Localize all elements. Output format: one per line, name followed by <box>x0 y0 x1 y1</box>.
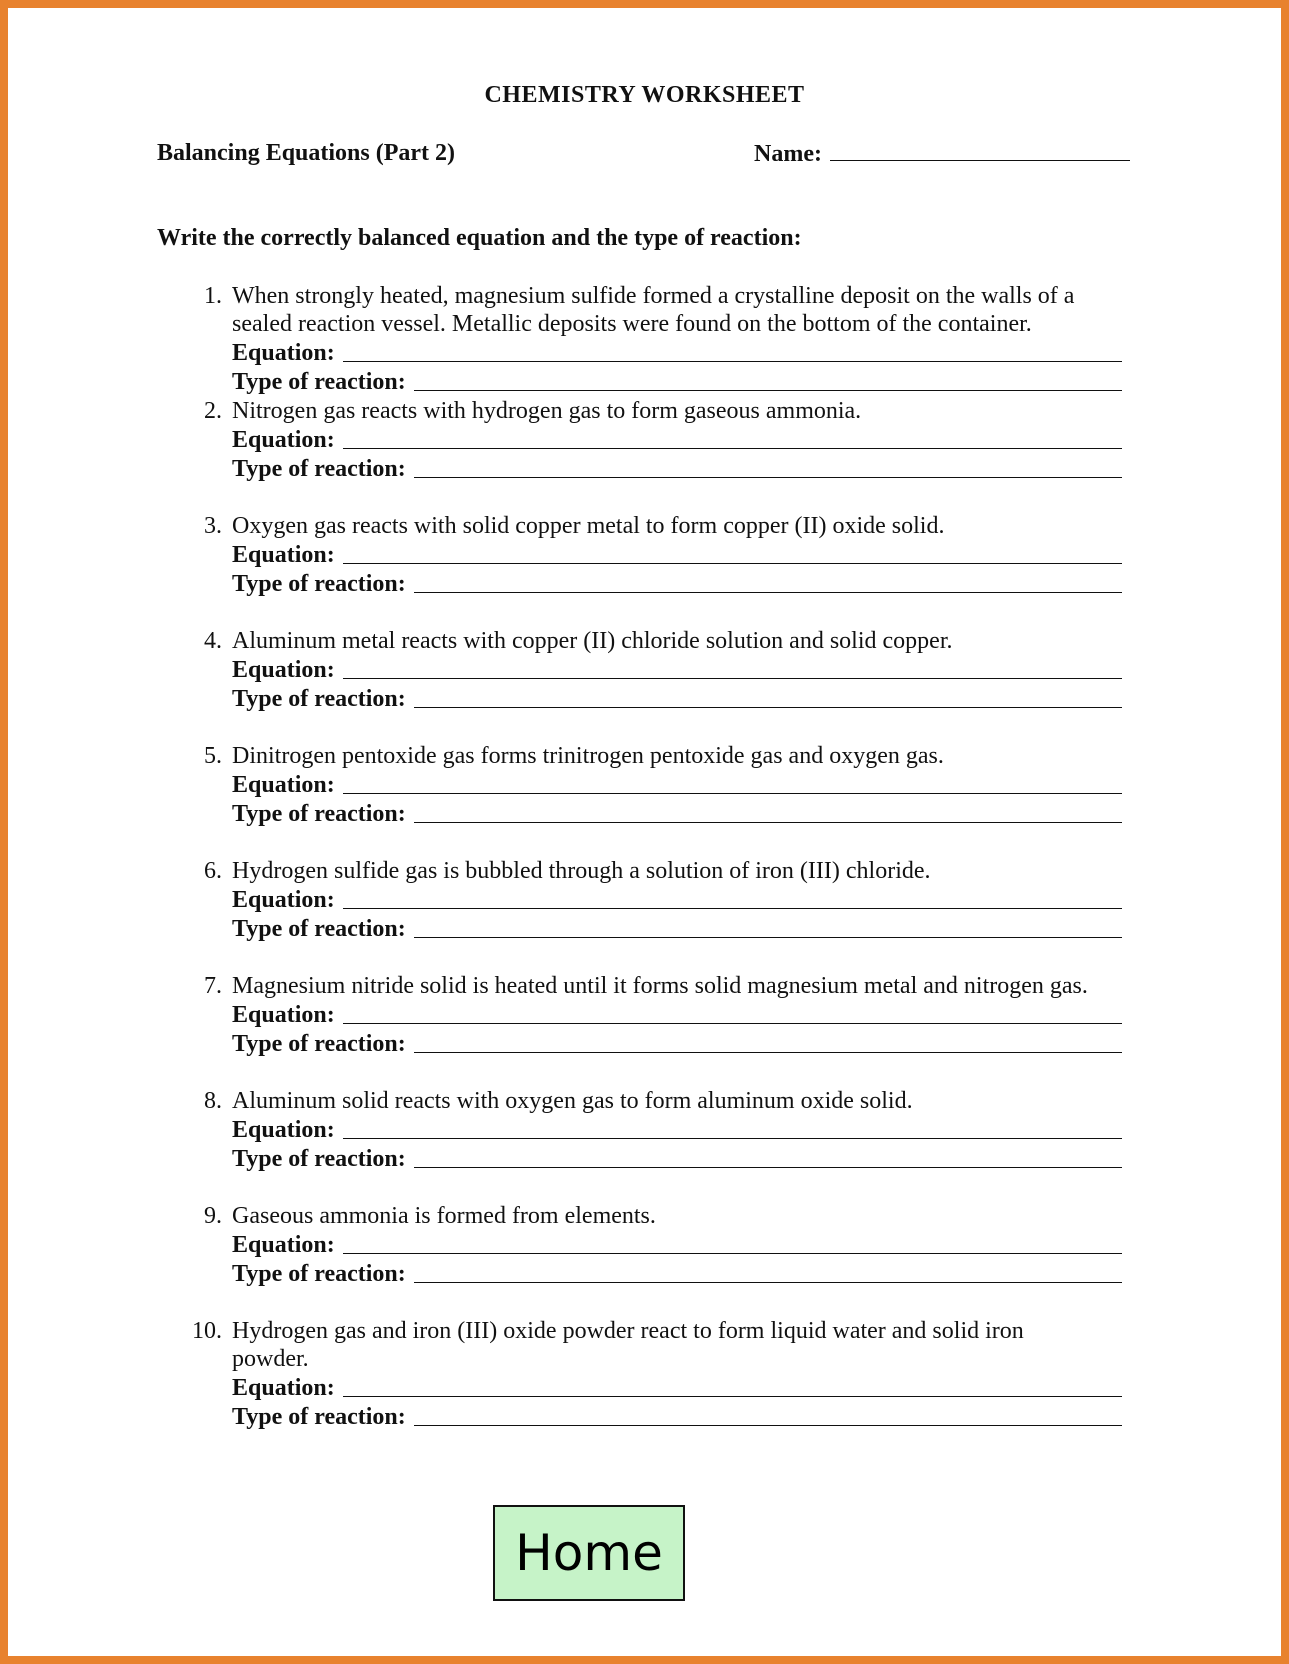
equation-row <box>232 1230 1122 1259</box>
equation-label: Equation: <box>232 427 335 453</box>
question-text: sealed reaction vessel. Metallic deposits were found on the bottom of the container. <box>232 311 1032 337</box>
question-body <box>232 972 1122 1058</box>
question-body <box>232 1202 1122 1288</box>
type-of-reaction-row <box>232 1402 1122 1431</box>
equation-label: Equation: <box>232 657 335 683</box>
equation-row <box>232 1115 1122 1144</box>
equation-answer-line[interactable] <box>343 447 1122 449</box>
equation-answer-line[interactable] <box>343 1022 1122 1024</box>
question-text: powder. <box>232 1346 309 1372</box>
type-of-reaction-row <box>232 914 1122 943</box>
question-text: Hydrogen gas and iron (III) oxide powder react to form liquid water and solid iron <box>232 1318 1024 1344</box>
name-blank-line[interactable] <box>830 140 1130 161</box>
question-number: 1. <box>204 283 222 309</box>
equation-row <box>232 1000 1122 1029</box>
type-of-reaction-row <box>232 454 1122 483</box>
equation-row <box>232 540 1122 569</box>
type-of-reaction-answer-line[interactable] <box>414 706 1122 708</box>
equation-answer-line[interactable] <box>343 1252 1122 1254</box>
question-body <box>232 397 1122 483</box>
equation-answer-line[interactable] <box>343 562 1122 564</box>
equation-row <box>232 885 1122 914</box>
equation-row <box>232 425 1122 454</box>
question-body <box>232 857 1122 943</box>
question-number: 4. <box>204 628 222 654</box>
equation-label: Equation: <box>232 340 335 366</box>
equation-answer-line[interactable] <box>343 360 1122 362</box>
question-body <box>232 742 1122 828</box>
equation-label: Equation: <box>232 887 335 913</box>
question-number: 5. <box>204 743 222 769</box>
equation-answer-line[interactable] <box>343 792 1122 794</box>
type-of-reaction-label: Type of reaction: <box>232 1146 406 1172</box>
question-text: Dinitrogen pentoxide gas forms trinitrogen pentoxide gas and oxygen gas. <box>232 743 944 769</box>
type-of-reaction-answer-line[interactable] <box>414 821 1122 823</box>
type-of-reaction-answer-line[interactable] <box>414 591 1122 593</box>
name-label: Name: <box>754 141 822 167</box>
equation-answer-line[interactable] <box>343 1395 1122 1397</box>
question-text: Aluminum metal reacts with copper (II) chloride solution and solid copper. <box>232 628 953 654</box>
equation-label: Equation: <box>232 1117 335 1143</box>
type-of-reaction-label: Type of reaction: <box>232 686 406 712</box>
type-of-reaction-row <box>232 1259 1122 1288</box>
equation-label: Equation: <box>232 772 335 798</box>
equation-row <box>232 655 1122 684</box>
type-of-reaction-label: Type of reaction: <box>232 1261 406 1287</box>
question-text: Oxygen gas reacts with solid copper metal to form copper (II) oxide solid. <box>232 513 945 539</box>
type-of-reaction-answer-line[interactable] <box>414 1281 1122 1283</box>
type-of-reaction-label: Type of reaction: <box>232 456 406 482</box>
equation-answer-line[interactable] <box>343 1137 1122 1139</box>
type-of-reaction-label: Type of reaction: <box>232 1031 406 1057</box>
question-number: 2. <box>204 398 222 424</box>
question-text: Nitrogen gas reacts with hydrogen gas to form gaseous ammonia. <box>232 398 862 424</box>
question-number: 6. <box>204 858 222 884</box>
type-of-reaction-label: Type of reaction: <box>232 369 406 395</box>
question-text: Magnesium nitride solid is heated until it forms solid magnesium metal and nitrogen gas. <box>232 973 1088 999</box>
question-number: 10. <box>192 1318 222 1344</box>
equation-answer-line[interactable] <box>343 677 1122 679</box>
type-of-reaction-label: Type of reaction: <box>232 571 406 597</box>
type-of-reaction-answer-line[interactable] <box>414 936 1122 938</box>
name-field <box>754 140 1130 168</box>
question-number: 8. <box>204 1088 222 1114</box>
type-of-reaction-row <box>232 569 1122 598</box>
type-of-reaction-answer-line[interactable] <box>414 1166 1122 1168</box>
question-number: 9. <box>204 1203 222 1229</box>
type-of-reaction-row <box>232 1144 1122 1173</box>
question-body <box>232 1087 1122 1173</box>
type-of-reaction-answer-line[interactable] <box>414 389 1122 391</box>
equation-row <box>232 1373 1122 1402</box>
type-of-reaction-answer-line[interactable] <box>414 476 1122 478</box>
question-number: 3. <box>204 513 222 539</box>
question-text: Aluminum solid reacts with oxygen gas to form aluminum oxide solid. <box>232 1088 913 1114</box>
worksheet-subtitle: Balancing Equations (Part 2) <box>157 140 456 166</box>
equation-row <box>232 338 1122 367</box>
equation-row <box>232 770 1122 799</box>
question-body <box>232 512 1122 598</box>
type-of-reaction-row <box>232 799 1122 828</box>
equation-label: Equation: <box>232 1232 335 1258</box>
question-body <box>232 282 1122 396</box>
type-of-reaction-label: Type of reaction: <box>232 801 406 827</box>
question-body <box>232 1317 1122 1431</box>
question-body <box>232 627 1122 713</box>
equation-label: Equation: <box>232 1375 335 1401</box>
home-button[interactable]: Home <box>493 1505 685 1601</box>
equation-label: Equation: <box>232 1002 335 1028</box>
type-of-reaction-answer-line[interactable] <box>414 1424 1122 1426</box>
type-of-reaction-row <box>232 1029 1122 1058</box>
type-of-reaction-label: Type of reaction: <box>232 916 406 942</box>
question-text: Gaseous ammonia is formed from elements. <box>232 1203 656 1229</box>
instructions: Write the correctly balanced equation and the type of reaction: <box>157 225 802 251</box>
type-of-reaction-row <box>232 367 1122 396</box>
equation-label: Equation: <box>232 542 335 568</box>
equation-answer-line[interactable] <box>343 907 1122 909</box>
question-text: When strongly heated, magnesium sulfide formed a crystalline deposit on the walls of a <box>232 283 1075 309</box>
type-of-reaction-answer-line[interactable] <box>414 1051 1122 1053</box>
question-text: Hydrogen sulfide gas is bubbled through a solution of iron (III) chloride. <box>232 858 931 884</box>
type-of-reaction-label: Type of reaction: <box>232 1404 406 1430</box>
worksheet-title: CHEMISTRY WORKSHEET <box>484 82 805 108</box>
question-number: 7. <box>204 973 222 999</box>
type-of-reaction-row <box>232 684 1122 713</box>
